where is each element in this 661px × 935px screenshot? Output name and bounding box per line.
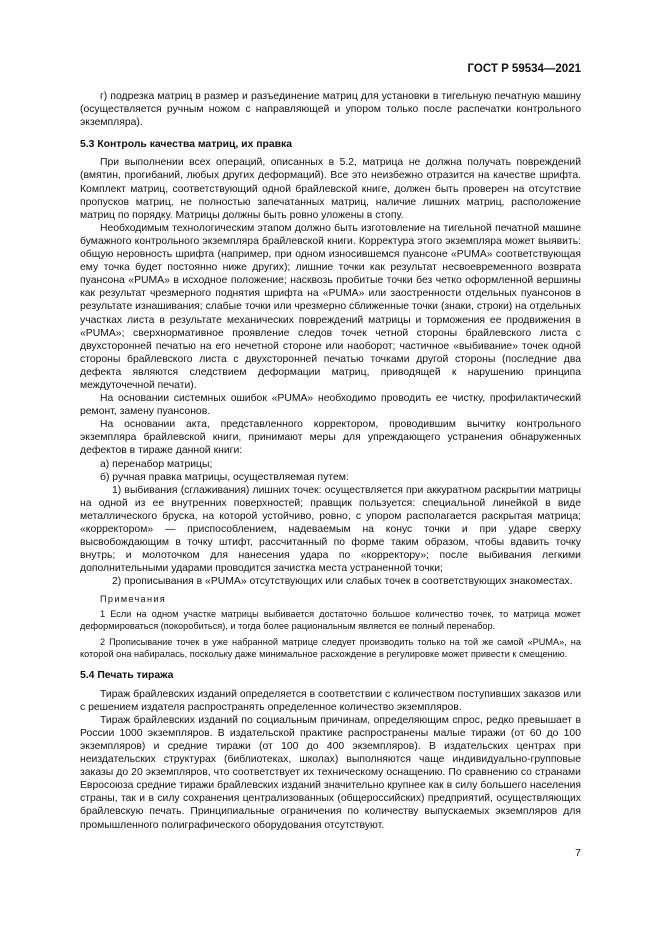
document-body xyxy=(80,90,581,832)
section-5-4-paragraph-2: Тираж брайлевских изданий по социальным причинам, определяющим спрос, редко превышает в России 1000 экземпляров. В издательской практике распространены малые тиражи (от 60 до 100 экземпляров) и средние тиражи (от 100 до 400 экземпляров). В издательских центрах при неиздательских структурах (библиотеках, школах) выполняются чаще индивидуально-групповые заказы до 20 экземпляров, что соответствует их техническому оснащению. По сравнению со странами Евросоюза средние тиражи брайлевских изданий значительно крупнее как в силу большего населения страны, так и в силу сохранения централизованных (общероссийских) предприятий, осуществляющих брайлевскую печать. Принципиальные ограничения по количеству выпускаемых экземпляров для промышленного полиграфического оборудования отсутствуют. xyxy=(80,714,581,831)
list-item-b: б) ручная правка матрицы, осуществляемая путем: xyxy=(100,471,349,483)
note-1: 1 Если на одном участке матрицы выбивается достаточно большое количество точек, то матрица может деформироваться (покоробиться), и тогда более рациональным является ее полный перенабор. xyxy=(80,609,581,632)
section-5-3-paragraph-1: При выполнении всех операций, описанных в 5.2, матрица не должна получать повреждений (вмятин, прогибаний, любых других деформаций). Все это неизбежно отразится на качестве шрифта. Комплект матриц, соответствующий одной брайлевской книге, должен быть проверен на отсутствие пропусков матриц, не полностью запечатанных матриц, наличие лишних матриц, расположение матриц по порядку. Матрицы должны быть ровно уложены в стопу. xyxy=(80,157,581,221)
paragraph-g: г) подрезка матриц в размер и разъединение матриц для установки в тигельную печатную машину (осуществляется ручным ножом с направляющей и упором только после распечатки контрольного экземпляра). xyxy=(80,91,581,129)
notes-title: Примечания xyxy=(100,594,167,605)
section-5-4-title: 5.4 Печать тиража xyxy=(80,670,174,682)
page-number: 7 xyxy=(575,847,581,859)
section-5-3-title: 5.3 Контроль качества матриц, их правка xyxy=(80,139,293,151)
sub-item-1: 1) выбивания (сглаживания) лишних точек: осуществляется при аккуратном раскрытии матрицы на одной из ее внутренних поверхностей; правщик пользуется: специальной линейкой в виде металлического бруска, на которой устойчиво, ровно, с упором располагается раскрытая матрица; «корректором» — приспособлением, надеваемым на конус точки и при ударе сверху высвобождающим в точку штифт, рассчитанный по форме таким образом, чтобы вдавить точку внутрь; и молоточком для нанесения удара по «корректору»; после выбивания легкими дополнительными ударами проводится зачистка места устраненной точки; xyxy=(80,484,581,575)
sub-item-2: 2) прописывания в «PUMA» отсутствующих или слабых точек в соответствующих знакоместах. xyxy=(112,576,573,588)
list-item-a: а) перенабор матрицы; xyxy=(100,458,213,470)
section-5-3-paragraph-2: Необходимым технологическим этапом должно быть изготовление на тигельной печатной машине бумажного контрольного экземпляра брайлевской книги. Корректура этого экземпляра может выявить: общую неровность шрифта (например, при одном износившемся пуансоне «PUMA» соответствующая ему точка будет постоянно ниже других); лишние точки как результат несвоевременного возврата пуансона «PUMA» в исходное положение; насквозь пробитые точки без четко оформленной вершины как результат чрезмерного поднятия шрифта на «PUMA» или заостренности отдельных пуансонов в результате изнашивания; слабые точки или чрезмерно сближенные точки (знаки, строки) на отдельных участках листа в результате механических повреждений матрицы и торможения ее продвижения в «PUMA»; сверхнормативное проявление следов точек четной стороны брайлевского листа с двухсторонней печатью на его нечетной стороне или наоборот; частичное «выбивание» точек одной стороны брайлевского листа с двухсторонней печатью точками другой стороны (последние два дефекта являются следствием деформации матриц, приводящей к нарушению принципа междуточечной печати). xyxy=(80,222,581,391)
standard-number: ГОСТ Р 59534—2021 xyxy=(467,63,581,75)
notes-block xyxy=(80,593,581,660)
section-5-3-paragraph-3: На основании системных ошибок «PUMA» необходимо проводить ее чистку, профилактический ремонт, замену пуансонов. xyxy=(80,393,581,418)
section-5-3-paragraph-4: На основании акта, представленного корректором, проводившим вычитку контрольного экземпляра брайлевской книги, принимают меры для упреждающего устранения обнаруженных дефектов в тираже данной книги: xyxy=(80,419,581,457)
section-5-4-paragraph-1: Тираж брайлевских изданий определяется в соответствии с количеством поступивших заказов или с решением издателя распространять определенное количество экземпляров. xyxy=(80,688,581,713)
note-2: 2 Прописывание точек в уже набранной матрице следует производить только на той же самой «PUMA», на которой она набиралась, поскольку даже минимальное расхождение в регулировке может привести к смещению. xyxy=(80,637,581,660)
